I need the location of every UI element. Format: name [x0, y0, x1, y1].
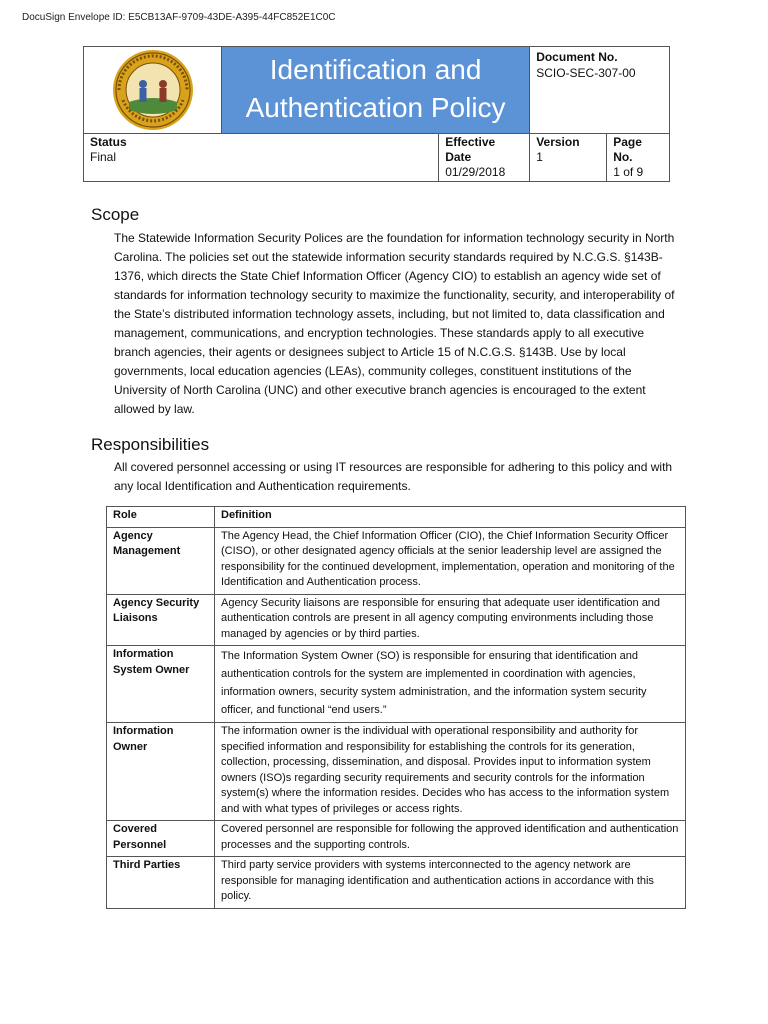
table-row	[107, 594, 686, 646]
responsibilities-paragraph: All covered personnel accessing or using IT resources are responsible for adhering to this policy and with any local Identification and Authentication requirements.	[114, 460, 673, 493]
scope-heading: Scope	[91, 205, 140, 224]
effective-date-cell	[439, 134, 530, 182]
role-cell: Agency Security Liaisons	[107, 594, 215, 646]
effective-date-label: Effective Date	[445, 135, 496, 164]
role-cell: Covered Personnel	[107, 821, 215, 857]
table-row	[107, 857, 686, 909]
definition-cell: The Information System Owner (SO) is responsible for ensuring that identification and authentication controls for the system are implemented in coordination with agencies, information owners, security system administration, and the information system security officer, and functional “end users.”	[215, 646, 686, 723]
responsibilities-heading: Responsibilities	[91, 435, 210, 454]
roles-table	[106, 506, 686, 909]
version-page-cell	[530, 134, 670, 182]
col-role-header: Role	[107, 507, 215, 528]
definition-cell: Third party service providers with systems interconnected to the agency network are responsible for managing identification and authentication actions in accordance with this policy.	[215, 857, 686, 909]
table-row	[107, 646, 686, 723]
version-value: 1	[536, 150, 543, 164]
page-no-cell	[607, 134, 669, 181]
effective-date-value: 01/29/2018	[445, 165, 506, 179]
role-cell: Agency Management	[107, 527, 215, 594]
table-row	[107, 723, 686, 821]
table-row	[107, 527, 686, 594]
document-no-label: Document No.	[536, 50, 618, 64]
status-cell	[84, 134, 439, 182]
status-value: Final	[90, 150, 117, 164]
roles-table-header	[107, 507, 686, 528]
scope-paragraph: The Statewide Information Security Polices are the foundation for information technology security in North Carolina. The policies set out the statewide information security standards required by N.C.G.S. §143B-1376, which directs the State Chief Information Officer (Agency CIO) to establish an agency wide set of standards for information technology security to maximize the functionality, security, and interoperability of the State’s distributed information technology assets, including, but not limited to, data classification and management, communications, and encryption technologies. These standards apply to all executive branch agencies, their agents or designees subject to Article 15 of N.C.G.S. §143B. Use by local governments, local education agencies (LEAs), community colleges, constituent institutions of the University of North Carolina (UNC) and other executive branch agencies is encouraged to the extent allowed by law.	[114, 231, 675, 416]
definition-cell: The information owner is the individual with operational responsibility and authority for specified information and responsibility for establishing the controls for its generation, collection, processing, dissemination, and disposal. Provides input to information system owners (ISO)s regarding security requirements and security controls for the information system(s) where the information resides. Decides who has access to the information system and with what types of privileges or access rights.	[215, 723, 686, 821]
version-cell	[530, 134, 607, 181]
version-label: Version	[536, 135, 580, 149]
page-no-value: 1 of 9	[613, 165, 644, 179]
title-line-1: Identification and	[269, 54, 482, 85]
state-seal-icon	[111, 48, 195, 132]
envelope-id: DocuSign Envelope ID: E5CB13AF-9709-43DE-A395-44FC852E1C0C	[22, 12, 336, 23]
title-line-2: Authentication Policy	[245, 92, 506, 123]
document-header	[83, 46, 670, 182]
document-title	[222, 47, 530, 134]
seal-cell	[84, 47, 222, 134]
role-cell: Information System Owner	[107, 646, 215, 723]
status-label: Status	[90, 135, 127, 149]
page-no-label: Page No.	[613, 135, 642, 164]
document-no-value: SCIO-SEC-307-00	[536, 66, 636, 80]
table-row	[107, 821, 686, 857]
role-cell: Third Parties	[107, 857, 215, 909]
definition-cell: The Agency Head, the Chief Information Officer (CIO), the Chief Information Security Officer (CISO), or other designated agency officials at the senior leadership level are assigned the responsibility for the continued development, implementation, operation and monitoring of the Identification and Authentication process.	[215, 527, 686, 594]
col-definition-header: Definition	[215, 507, 686, 528]
definition-cell: Agency Security liaisons are responsible for ensuring that adequate user identification and authentication controls are present in all agency computing environments including those managed by agencies or by third parties.	[215, 594, 686, 646]
document-number-cell	[530, 47, 670, 134]
role-cell: Information Owner	[107, 723, 215, 821]
definition-cell: Covered personnel are responsible for following the approved identification and authentication processes and the supporting controls.	[215, 821, 686, 857]
